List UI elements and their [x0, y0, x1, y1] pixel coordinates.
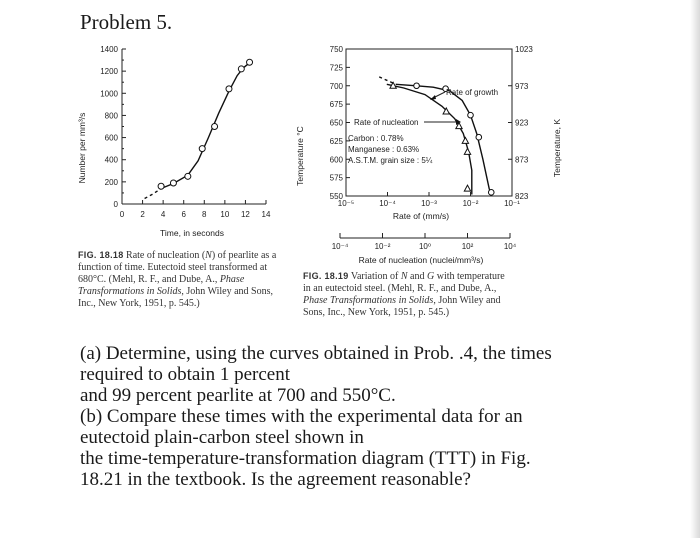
fig-18-19-xlabel-growth: Rate of (mm/s) — [392, 211, 450, 221]
nucleation-data-point — [462, 137, 468, 143]
x-tick-label: 4 — [160, 210, 166, 219]
nucleation-data-point — [464, 148, 470, 154]
caption-italic: G — [426, 271, 435, 282]
page-edge-shadow — [690, 0, 700, 538]
question-line: and 99 percent pearlite at 700 and 550°C. — [80, 385, 396, 406]
caption-italic: Solids — [156, 286, 182, 297]
caption-text: Rate of nucleation ( — [126, 250, 206, 261]
growth-annotation: Rate of growth — [446, 88, 499, 97]
y-tick-label: 1200 — [100, 67, 118, 77]
y-tick-label: 575 — [329, 173, 343, 183]
caption-text: with temperature — [434, 271, 505, 282]
caption-text: and Dube, A., — [162, 274, 220, 285]
question-line: required to obtain 1 percent — [80, 364, 290, 385]
fig-18-18-axes — [122, 49, 266, 204]
fig-18-18-ylabel: Number per mm³/s — [77, 112, 87, 184]
composition-line: A.S.T.M. grain size : 5¼ — [348, 156, 433, 165]
y-right-tick-label: 973 — [515, 81, 529, 91]
data-point — [199, 146, 205, 152]
data-point — [247, 59, 253, 65]
fig-18-18-chart — [74, 38, 290, 244]
caption-text: Variation of — [350, 271, 401, 282]
caption-text: in an eutectoid steel. (Mehl, R. F., and Dube, A., — [303, 283, 497, 294]
y-tick-label: 1000 — [100, 89, 118, 99]
x-growth-tick-label: 10⁻³ — [421, 199, 437, 208]
x-growth-tick-label: 10⁻¹ — [504, 199, 520, 208]
growth-data-point — [468, 112, 474, 118]
y-tick-label: 725 — [329, 63, 343, 73]
caption-text: ) of — [211, 250, 227, 261]
x-nucleation-tick-label: 10⁻⁴ — [331, 242, 349, 251]
x-nucleation-tick-label: 10⁰ — [418, 242, 432, 251]
fig-18-18-caption — [78, 249, 284, 310]
caption-text: , John Wiley and — [433, 295, 501, 306]
y-tick-label: 0 — [113, 200, 118, 209]
data-point — [238, 66, 244, 72]
composition-line: Manganese : 0.63% — [348, 145, 420, 154]
fig-18-19-chart — [294, 38, 576, 270]
y-right-tick-label: 823 — [515, 192, 529, 201]
x-tick-label: 10 — [220, 210, 230, 219]
caption-italic: Phase Transformations in Solids — [303, 295, 434, 306]
y-tick-label: 800 — [104, 111, 118, 121]
fig-18-19-ylabel-right: Temperature, K — [552, 118, 562, 178]
data-point — [170, 180, 176, 186]
x-growth-tick-label: 10⁻⁵ — [337, 199, 355, 208]
fig-18-18-curve-group — [145, 61, 252, 198]
y-right-tick-label: 923 — [515, 118, 529, 128]
x-tick-label: 14 — [261, 210, 271, 219]
y-tick-label: 1400 — [100, 45, 118, 54]
nucleation-curve-extrapolated — [145, 189, 162, 199]
fig-18-19-caption-label: FIG. 18.19 — [303, 271, 349, 281]
caption-text: and — [407, 271, 427, 282]
x-tick-label: 2 — [140, 210, 145, 219]
caption-italic: N — [205, 250, 212, 261]
y-tick-label: 600 — [329, 155, 343, 165]
y-right-tick-label: 873 — [515, 155, 529, 165]
growth-data-point — [488, 190, 494, 196]
y-tick-label: 550 — [329, 192, 343, 201]
y-tick-label: 700 — [329, 81, 343, 91]
y-tick-label: 625 — [329, 136, 343, 146]
problem-title: Problem 5. — [80, 10, 173, 34]
y-tick-label: 400 — [104, 155, 118, 165]
question-line: 18.21 in the textbook. Is the agreement reasonable? — [80, 469, 471, 490]
nucleation-annotation: Rate of nucleation — [354, 118, 419, 127]
caption-italic: N — [400, 271, 408, 282]
data-point — [226, 86, 232, 92]
caption-text: , John Wiley and Sons, Inc., New — [78, 286, 274, 309]
y-tick-label: 600 — [104, 133, 118, 143]
growth-data-point — [414, 83, 420, 89]
fig-18-19-xlabel-nucleation: Rate of nucleation (nuclei/mm³/s) — [358, 255, 484, 265]
x-tick-label: 0 — [119, 210, 125, 219]
y-tick-label: 750 — [329, 45, 343, 54]
growth-data-point — [476, 134, 482, 140]
data-point — [185, 173, 191, 179]
caption-italic: Phase Transformations in — [78, 274, 245, 297]
caption-text: steel transformed at 680°C. (Mehl, R. F., — [78, 262, 268, 285]
y-right-tick-label: 1023 — [515, 45, 533, 54]
growth-annotation-arrowhead — [430, 95, 436, 100]
composition-line: Carbon : 0.78% — [348, 134, 404, 143]
fig-18-18-points — [158, 59, 252, 189]
fig-18-18-caption-label: FIG. 18.18 — [78, 250, 124, 260]
fig-18-19-points — [390, 82, 494, 195]
x-tick-label: 8 — [202, 210, 207, 219]
caption-text: Sons, Inc., New York, 1951, p. 545.) — [303, 307, 450, 318]
question-line: (a) Determine, using the curves obtained in Prob. .4, the times — [80, 343, 552, 364]
y-tick-label: 650 — [329, 118, 343, 128]
x-growth-tick-label: 10⁻² — [462, 199, 479, 208]
data-point — [158, 183, 164, 189]
y-tick-label: 675 — [329, 100, 343, 110]
x-nucleation-tick-label: 10⁴ — [503, 242, 517, 251]
fig-18-18-ticks — [100, 45, 271, 219]
question-line: (b) Compare these times with the experimental data for an — [80, 406, 523, 427]
question-line: eutectoid plain-carbon steel shown in — [80, 427, 364, 448]
y-tick-label: 200 — [104, 177, 118, 187]
fig-18-19-ylabel: Temperature °C — [295, 126, 305, 186]
nucleation-curve — [161, 61, 252, 188]
x-tick-label: 12 — [240, 210, 250, 219]
question-line: the time-temperature-transformation diagram (TTT) in Fig. — [80, 448, 531, 469]
nucleation-data-point — [464, 185, 470, 191]
x-nucleation-tick-label: 10⁻² — [374, 242, 391, 251]
fig-18-18-xlabel: Time, in seconds — [160, 228, 224, 238]
x-tick-label: 6 — [181, 210, 186, 219]
x-nucleation-tick-label: 10² — [461, 242, 474, 251]
caption-text: pearlite as a function of time. Eutectoid — [78, 250, 277, 273]
data-point — [212, 124, 218, 130]
x-growth-tick-label: 10⁻⁴ — [379, 199, 396, 208]
fig-18-19-caption — [303, 270, 593, 319]
fig-18-19-axes — [337, 49, 512, 238]
caption-text: York, 1951, p. 545.) — [119, 298, 200, 309]
